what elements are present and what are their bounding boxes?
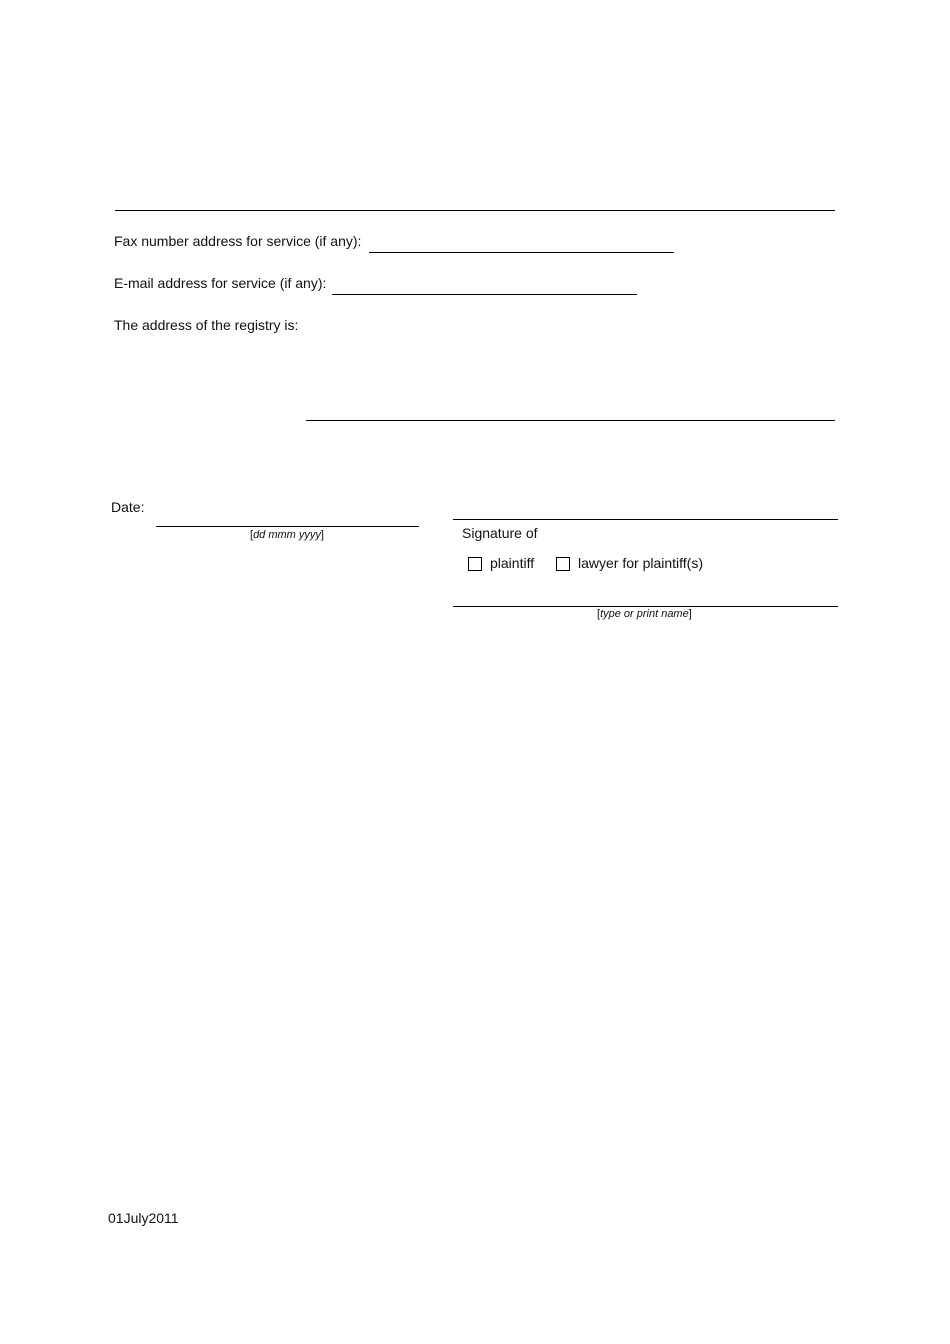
top-divider	[115, 210, 835, 211]
email-input[interactable]	[332, 294, 637, 295]
email-label: E-mail address for service (if any):	[114, 275, 327, 291]
fax-input[interactable]	[369, 252, 674, 253]
signature-label: Signature of	[462, 525, 538, 541]
date-label: Date:	[111, 499, 145, 515]
name-format-hint: [type or print name]	[597, 608, 692, 620]
date-input[interactable]	[156, 526, 419, 527]
plaintiff-checkbox[interactable]	[468, 557, 482, 571]
lawyer-option-label: lawyer for plaintiff(s)	[578, 555, 704, 571]
printed-name-input[interactable]	[453, 606, 838, 607]
form-version: 01July2011	[108, 1210, 179, 1226]
registry-label: The address of the registry is:	[114, 317, 299, 333]
fax-label: Fax number address for service (if any):	[114, 233, 362, 249]
signature-line[interactable]	[453, 519, 838, 520]
date-format-hint: [dd mmm yyyy]	[250, 529, 324, 541]
plaintiff-option-label: plaintiff	[490, 555, 535, 571]
registry-address-input[interactable]	[306, 420, 835, 421]
lawyer-checkbox[interactable]	[556, 557, 570, 571]
